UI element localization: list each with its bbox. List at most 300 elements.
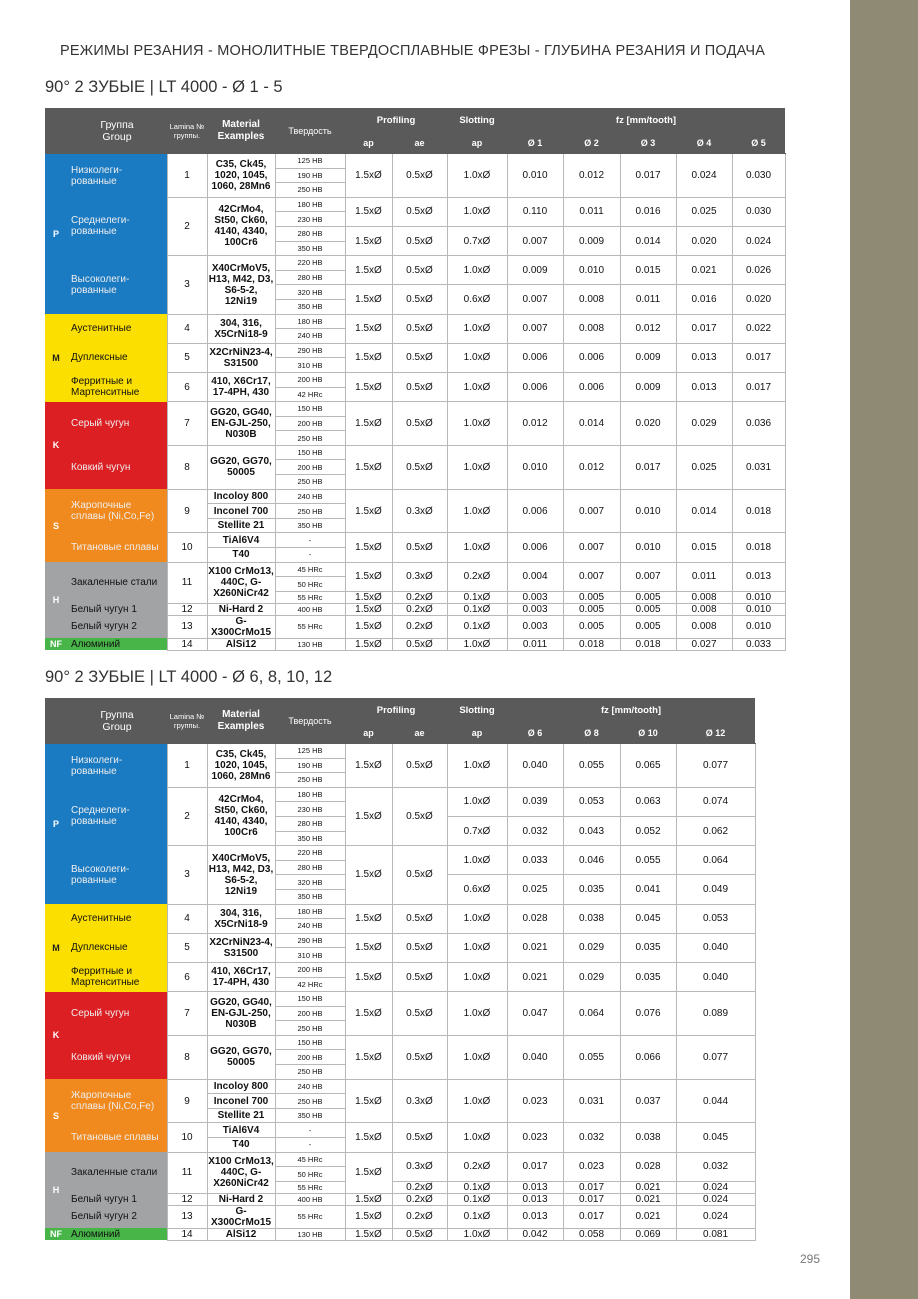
cell-value: 0.017 xyxy=(563,1205,620,1228)
cell-value: 0.024 xyxy=(732,226,785,255)
iso-group-k: K xyxy=(45,992,67,1080)
material-group-name: Закаленные стали xyxy=(67,562,167,603)
hardness-value: 400 HB xyxy=(275,603,345,615)
hardness-value: 150 HB xyxy=(275,445,345,460)
group-number: 5 xyxy=(167,343,207,372)
header-col: Ø 12 xyxy=(676,723,755,744)
header-ap: ap xyxy=(345,723,392,744)
cell-value: 0.020 xyxy=(732,285,785,314)
cell-value: 1.0xØ xyxy=(447,787,507,816)
material-examples: T40 xyxy=(207,548,275,563)
hardness-value: 200 HB xyxy=(275,1050,345,1065)
cell-value: 0.007 xyxy=(563,489,620,533)
cutting-table-1 xyxy=(45,108,786,651)
cell-value: 0.024 xyxy=(676,1181,755,1193)
table-row xyxy=(45,962,755,977)
cell-value: 0.011 xyxy=(676,562,732,591)
cell-value: 0.2xØ xyxy=(392,615,447,638)
cell-value: 0.5xØ xyxy=(392,638,447,650)
cell-value: 0.5xØ xyxy=(392,962,447,991)
cell-value: 0.035 xyxy=(563,875,620,904)
cell-value: 0.012 xyxy=(563,154,620,198)
group-number: 1 xyxy=(167,744,207,788)
hardness-value: 290 HB xyxy=(275,933,345,948)
group-number: 3 xyxy=(167,846,207,904)
cell-value: 1.5xØ xyxy=(345,226,392,255)
cell-value: 1.0xØ xyxy=(447,744,507,788)
cell-value: 0.011 xyxy=(563,197,620,226)
material-group-name: Алюминий xyxy=(67,638,167,650)
cell-value: 1.5xØ xyxy=(345,603,392,615)
cell-value: 0.3xØ xyxy=(392,1079,447,1123)
cell-value: 0.029 xyxy=(563,962,620,991)
hardness-value: 150 HB xyxy=(275,402,345,417)
cell-value: 0.014 xyxy=(676,489,732,533)
cell-value: 0.007 xyxy=(507,285,563,314)
cell-value: 0.5xØ xyxy=(392,285,447,314)
cell-value: 1.5xØ xyxy=(345,372,392,401)
group-number: 7 xyxy=(167,402,207,446)
material-examples: X40CrMoV5, H13, M42, D3, S6-5-2, 12Ni19 xyxy=(207,846,275,904)
cell-value: 0.039 xyxy=(507,787,563,816)
hardness-value: 250 HB xyxy=(275,475,345,490)
cell-value: 0.010 xyxy=(620,489,676,533)
material-examples: 304, 316, X5CrNi18-9 xyxy=(207,904,275,933)
cell-value: 1.5xØ xyxy=(345,1123,392,1152)
hardness-value: 200 HB xyxy=(275,962,345,977)
cell-value: 0.017 xyxy=(732,372,785,401)
cell-value: 0.015 xyxy=(676,533,732,562)
cell-value: 0.032 xyxy=(563,1123,620,1152)
cell-value: 0.045 xyxy=(676,1123,755,1152)
cell-value: 0.010 xyxy=(620,533,676,562)
table-row xyxy=(45,445,785,460)
cell-value: 0.055 xyxy=(563,1035,620,1079)
cell-value: 0.2xØ xyxy=(392,603,447,615)
cell-value: 1.0xØ xyxy=(447,1079,507,1123)
hardness-value: 320 HB xyxy=(275,285,345,300)
group-number: 12 xyxy=(167,603,207,615)
material-examples: Inconel 700 xyxy=(207,1094,275,1109)
material-examples: Stellite 21 xyxy=(207,1108,275,1123)
material-examples: Incoloy 800 xyxy=(207,1079,275,1094)
header-profiling: Profiling xyxy=(345,699,447,723)
hardness-value: 45 HRc xyxy=(275,562,345,577)
hardness-value: 280 HB xyxy=(275,860,345,875)
material-group-name: Алюминий xyxy=(67,1228,167,1240)
group-number: 2 xyxy=(167,787,207,845)
hardness-value: - xyxy=(275,533,345,548)
cell-value: 1.5xØ xyxy=(345,962,392,991)
cell-value: 0.009 xyxy=(620,372,676,401)
cell-value: 0.007 xyxy=(563,533,620,562)
header-hardness: Твердость xyxy=(275,699,345,744)
hardness-value: 130 HB xyxy=(275,638,345,650)
header-hardness: Твердость xyxy=(275,109,345,154)
cell-value: 1.5xØ xyxy=(345,562,392,591)
material-examples: X2CrNiN23-4, S31500 xyxy=(207,933,275,962)
cell-value: 0.2xØ xyxy=(392,591,447,603)
hardness-value: 240 HB xyxy=(275,1079,345,1094)
group-number: 13 xyxy=(167,615,207,638)
group-number: 4 xyxy=(167,904,207,933)
cell-value: 0.017 xyxy=(676,314,732,343)
hardness-value: 55 HRc xyxy=(275,1181,345,1193)
cell-value: 1.5xØ xyxy=(345,445,392,489)
hardness-value: - xyxy=(275,548,345,563)
hardness-value: 200 HB xyxy=(275,416,345,431)
material-examples: X40CrMoV5, H13, M42, D3, S6-5-2, 12Ni19 xyxy=(207,256,275,314)
cell-value: 0.2xØ xyxy=(447,1152,507,1181)
material-examples: 410, X6Cr17, 17-4PH, 430 xyxy=(207,962,275,991)
cell-value: 0.5xØ xyxy=(392,445,447,489)
cell-value: 1.5xØ xyxy=(345,533,392,562)
hardness-value: 55 HRc xyxy=(275,591,345,603)
table-row xyxy=(45,1193,755,1205)
cell-value: 1.5xØ xyxy=(345,904,392,933)
cell-value: 0.1xØ xyxy=(447,591,507,603)
cell-value: 0.006 xyxy=(507,533,563,562)
group-number: 11 xyxy=(167,1152,207,1193)
cell-value: 0.053 xyxy=(563,787,620,816)
cell-value: 0.5xØ xyxy=(392,402,447,446)
cell-value: 1.5xØ xyxy=(345,846,392,904)
cell-value: 0.020 xyxy=(620,402,676,446)
material-examples: TiAl6V4 xyxy=(207,1123,275,1138)
group-number: 3 xyxy=(167,256,207,314)
material-examples: Incoloy 800 xyxy=(207,489,275,504)
hardness-value: 240 HB xyxy=(275,329,345,344)
hardness-value: 55 HRc xyxy=(275,615,345,638)
hardness-value: 180 HB xyxy=(275,314,345,329)
hardness-value: 350 HB xyxy=(275,518,345,533)
table-row xyxy=(45,992,755,1007)
hardness-value: 220 HB xyxy=(275,846,345,861)
iso-group-h: H xyxy=(45,1152,67,1228)
iso-group-k: K xyxy=(45,402,67,490)
material-group-name: Закаленные стали xyxy=(67,1152,167,1193)
hardness-value: 200 HB xyxy=(275,1006,345,1021)
cell-value: 0.3xØ xyxy=(392,1152,447,1181)
cell-value: 0.017 xyxy=(620,445,676,489)
cell-value: 0.007 xyxy=(563,562,620,591)
cell-value: 0.5xØ xyxy=(392,744,447,788)
hardness-value: 280 HB xyxy=(275,226,345,241)
cell-value: 0.003 xyxy=(507,591,563,603)
material-examples: Stellite 21 xyxy=(207,518,275,533)
table-row xyxy=(45,1035,755,1050)
cell-value: 0.012 xyxy=(563,445,620,489)
cell-value: 0.011 xyxy=(507,638,563,650)
hardness-value: 190 HB xyxy=(275,168,345,183)
cell-value: 0.007 xyxy=(620,562,676,591)
hardness-value: 350 HB xyxy=(275,1108,345,1123)
hardness-value: 310 HB xyxy=(275,358,345,373)
cell-value: 0.037 xyxy=(620,1079,676,1123)
cell-value: 0.014 xyxy=(563,402,620,446)
cell-value: 0.015 xyxy=(620,256,676,285)
cell-value: 1.5xØ xyxy=(345,787,392,845)
cell-value: 1.0xØ xyxy=(447,445,507,489)
group-number: 1 xyxy=(167,154,207,198)
hardness-value: 125 HB xyxy=(275,154,345,169)
cell-value: 0.7xØ xyxy=(447,816,507,845)
cell-value: 0.025 xyxy=(676,445,732,489)
cell-value: 1.0xØ xyxy=(447,154,507,198)
cell-value: 1.0xØ xyxy=(447,489,507,533)
iso-group-p: P xyxy=(45,154,67,315)
cell-value: 0.021 xyxy=(620,1193,676,1205)
cell-value: 0.023 xyxy=(507,1123,563,1152)
header-fz: fz [mm/tooth] xyxy=(507,109,785,133)
material-group-name: Ковкий чугун xyxy=(67,445,167,489)
hardness-value: 190 HB xyxy=(275,758,345,773)
material-group-name: Высоколеги-рованные xyxy=(67,256,167,314)
hardness-value: 250 HB xyxy=(275,183,345,198)
cell-value: 0.5xØ xyxy=(392,372,447,401)
cell-value: 0.017 xyxy=(563,1193,620,1205)
hardness-value: 125 HB xyxy=(275,744,345,759)
material-examples: Ni-Hard 2 xyxy=(207,603,275,615)
material-examples: T40 xyxy=(207,1138,275,1153)
material-examples: 304, 316, X5CrNi18-9 xyxy=(207,314,275,343)
cell-value: 0.021 xyxy=(676,256,732,285)
cell-value: 0.012 xyxy=(507,402,563,446)
cell-value: 1.5xØ xyxy=(345,489,392,533)
cell-value: 0.5xØ xyxy=(392,226,447,255)
hardness-value: - xyxy=(275,1123,345,1138)
cell-value: 0.035 xyxy=(620,962,676,991)
cutting-table-2 xyxy=(45,698,756,1241)
cell-value: 0.011 xyxy=(620,285,676,314)
material-group-name: Белый чугун 2 xyxy=(67,1205,167,1228)
cell-value: 0.089 xyxy=(676,992,755,1036)
header-slotting: Slotting xyxy=(447,699,507,723)
cell-value: 0.007 xyxy=(507,314,563,343)
header-profiling: Profiling xyxy=(345,109,447,133)
cell-value: 0.5xØ xyxy=(392,533,447,562)
iso-group-m: M xyxy=(45,314,67,402)
cell-value: 0.058 xyxy=(563,1228,620,1240)
material-group-name: Низколеги-рованные xyxy=(67,744,167,788)
material-examples: GG20, GG70, 50005 xyxy=(207,445,275,489)
cell-value: 0.008 xyxy=(676,603,732,615)
group-number: 11 xyxy=(167,562,207,603)
cell-value: 0.5xØ xyxy=(392,787,447,845)
group-number: 8 xyxy=(167,445,207,489)
hardness-value: 200 HB xyxy=(275,372,345,387)
hardness-value: 250 HB xyxy=(275,1021,345,1036)
hardness-value: 50 HRc xyxy=(275,1167,345,1182)
cell-value: 0.063 xyxy=(620,787,676,816)
cell-value: 0.2xØ xyxy=(447,562,507,591)
cell-value: 0.6xØ xyxy=(447,875,507,904)
hardness-value: 130 HB xyxy=(275,1228,345,1240)
material-examples: X100 CrMo13, 440C, G-X260NiCr42 xyxy=(207,1152,275,1193)
material-group-name: Жаропочные сплавы (Ni,Co,Fe) xyxy=(67,1079,167,1123)
cell-value: 0.3xØ xyxy=(392,489,447,533)
iso-group-s: S xyxy=(45,1079,67,1152)
cell-value: 0.047 xyxy=(507,992,563,1036)
cell-value: 1.5xØ xyxy=(345,992,392,1036)
cell-value: 0.006 xyxy=(563,343,620,372)
page-title: РЕЖИМЫ РЕЗАНИЯ - МОНОЛИТНЫЕ ТВЕРДОСПЛАВНЫЕ ФРЕЗЫ - ГЛУБИНА РЕЗАНИЯ И ПОДАЧА xyxy=(60,43,766,59)
group-number: 4 xyxy=(167,314,207,343)
cell-value: 0.066 xyxy=(620,1035,676,1079)
material-examples: AlSi12 xyxy=(207,638,275,650)
cell-value: 0.031 xyxy=(732,445,785,489)
hardness-value: 350 HB xyxy=(275,299,345,314)
cell-value: 0.049 xyxy=(676,875,755,904)
cell-value: 0.018 xyxy=(563,638,620,650)
cell-value: 1.0xØ xyxy=(447,1035,507,1079)
group-number: 8 xyxy=(167,1035,207,1079)
cell-value: 0.026 xyxy=(732,256,785,285)
cell-value: 0.017 xyxy=(620,154,676,198)
cell-value: 0.024 xyxy=(676,154,732,198)
cell-value: 1.5xØ xyxy=(345,1193,392,1205)
cell-value: 0.6xØ xyxy=(447,285,507,314)
table-row xyxy=(45,402,785,417)
table-row xyxy=(45,787,755,802)
cell-value: 1.0xØ xyxy=(447,962,507,991)
header-fz: fz [mm/tooth] xyxy=(507,699,755,723)
iso-group-nf: NF xyxy=(45,1228,67,1240)
table-row xyxy=(45,744,755,759)
cell-value: 0.021 xyxy=(507,962,563,991)
cell-value: 0.008 xyxy=(563,285,620,314)
table-row xyxy=(45,904,755,919)
header-group: Группа Group xyxy=(67,699,167,744)
header-material: Material Examples xyxy=(207,109,275,154)
material-examples: X2CrNiN23-4, S31500 xyxy=(207,343,275,372)
cell-value: 0.5xØ xyxy=(392,314,447,343)
table-row xyxy=(45,314,785,329)
hardness-value: 180 HB xyxy=(275,197,345,212)
cell-value: 0.1xØ xyxy=(447,603,507,615)
cell-value: 0.005 xyxy=(620,591,676,603)
cell-value: 1.5xØ xyxy=(345,744,392,788)
table-row xyxy=(45,533,785,548)
iso-group-s: S xyxy=(45,489,67,562)
material-group-name: Серый чугун xyxy=(67,402,167,446)
cell-value: 0.013 xyxy=(507,1193,563,1205)
hardness-value: 250 HB xyxy=(275,504,345,519)
cell-value: 0.016 xyxy=(676,285,732,314)
hardness-value: 42 HRc xyxy=(275,387,345,402)
table-row xyxy=(45,603,785,615)
cell-value: 0.031 xyxy=(563,1079,620,1123)
group-number: 13 xyxy=(167,1205,207,1228)
cell-value: 0.035 xyxy=(620,933,676,962)
cell-value: 0.5xØ xyxy=(392,343,447,372)
cell-value: 0.021 xyxy=(507,933,563,962)
hardness-value: 250 HB xyxy=(275,1094,345,1109)
cell-value: 0.021 xyxy=(620,1181,676,1193)
cell-value: 0.5xØ xyxy=(392,1035,447,1079)
hardness-value: 230 HB xyxy=(275,802,345,817)
cell-value: 0.013 xyxy=(732,562,785,591)
cell-value: 1.0xØ xyxy=(447,933,507,962)
group-number: 12 xyxy=(167,1193,207,1205)
header-group: Группа Group xyxy=(67,109,167,154)
cell-value: 0.010 xyxy=(732,603,785,615)
cell-value: 0.1xØ xyxy=(447,1193,507,1205)
table-row xyxy=(45,1123,755,1138)
hardness-value: 220 HB xyxy=(275,256,345,271)
cell-value: 0.036 xyxy=(732,402,785,446)
cell-value: 0.110 xyxy=(507,197,563,226)
cell-value: 0.025 xyxy=(676,197,732,226)
cell-value: 0.017 xyxy=(563,1181,620,1193)
cell-value: 0.038 xyxy=(563,904,620,933)
hardness-value: 240 HB xyxy=(275,919,345,934)
cell-value: 0.016 xyxy=(620,197,676,226)
material-group-name: Ковкий чугун xyxy=(67,1035,167,1079)
material-group-name: Белый чугун 2 xyxy=(67,615,167,638)
cell-value: 1.5xØ xyxy=(345,638,392,650)
cell-value: 1.5xØ xyxy=(345,154,392,198)
cell-value: 0.5xØ xyxy=(392,154,447,198)
cell-value: 0.045 xyxy=(620,904,676,933)
cell-value: 0.005 xyxy=(620,615,676,638)
cell-value: 0.038 xyxy=(620,1123,676,1152)
header-ap: ap xyxy=(345,133,392,154)
cell-value: 1.0xØ xyxy=(447,904,507,933)
cell-value: 1.5xØ xyxy=(345,933,392,962)
header-ae: ae xyxy=(392,723,447,744)
cell-value: 0.022 xyxy=(732,314,785,343)
cell-value: 1.0xØ xyxy=(447,197,507,226)
group-number: 10 xyxy=(167,533,207,562)
cell-value: 0.027 xyxy=(676,638,732,650)
hardness-value: 250 HB xyxy=(275,431,345,446)
header-col: Ø 3 xyxy=(620,133,676,154)
cell-value: 0.010 xyxy=(732,591,785,603)
cell-value: 1.0xØ xyxy=(447,343,507,372)
cell-value: 0.005 xyxy=(563,603,620,615)
table-row xyxy=(45,933,755,948)
cell-value: 0.005 xyxy=(563,615,620,638)
cell-value: 1.5xØ xyxy=(345,402,392,446)
hardness-value: 240 HB xyxy=(275,489,345,504)
material-examples: G-X300CrMo15 xyxy=(207,615,275,638)
cell-value: 0.014 xyxy=(620,226,676,255)
cell-value: 0.013 xyxy=(507,1205,563,1228)
cell-value: 0.052 xyxy=(620,816,676,845)
material-examples: G-X300CrMo15 xyxy=(207,1205,275,1228)
cell-value: 0.003 xyxy=(507,615,563,638)
cell-value: 0.081 xyxy=(676,1228,755,1240)
group-number: 7 xyxy=(167,992,207,1036)
cell-value: 0.013 xyxy=(676,343,732,372)
material-examples: 42CrMo4, St50, Ck60, 4140, 4340, 100Cr6 xyxy=(207,197,275,255)
cell-value: 1.5xØ xyxy=(345,343,392,372)
hardness-value: 45 HRc xyxy=(275,1152,345,1167)
header-col: Ø 1 xyxy=(507,133,563,154)
table-row xyxy=(45,197,785,212)
cell-value: 1.5xØ xyxy=(345,615,392,638)
cell-value: 0.006 xyxy=(507,372,563,401)
cell-value: 0.024 xyxy=(676,1193,755,1205)
iso-group-h: H xyxy=(45,562,67,638)
hardness-value: 150 HB xyxy=(275,1035,345,1050)
hardness-value: 250 HB xyxy=(275,773,345,788)
cell-value: 0.055 xyxy=(563,744,620,788)
cell-value: 0.042 xyxy=(507,1228,563,1240)
iso-group-m: M xyxy=(45,904,67,992)
hardness-value: 320 HB xyxy=(275,875,345,890)
